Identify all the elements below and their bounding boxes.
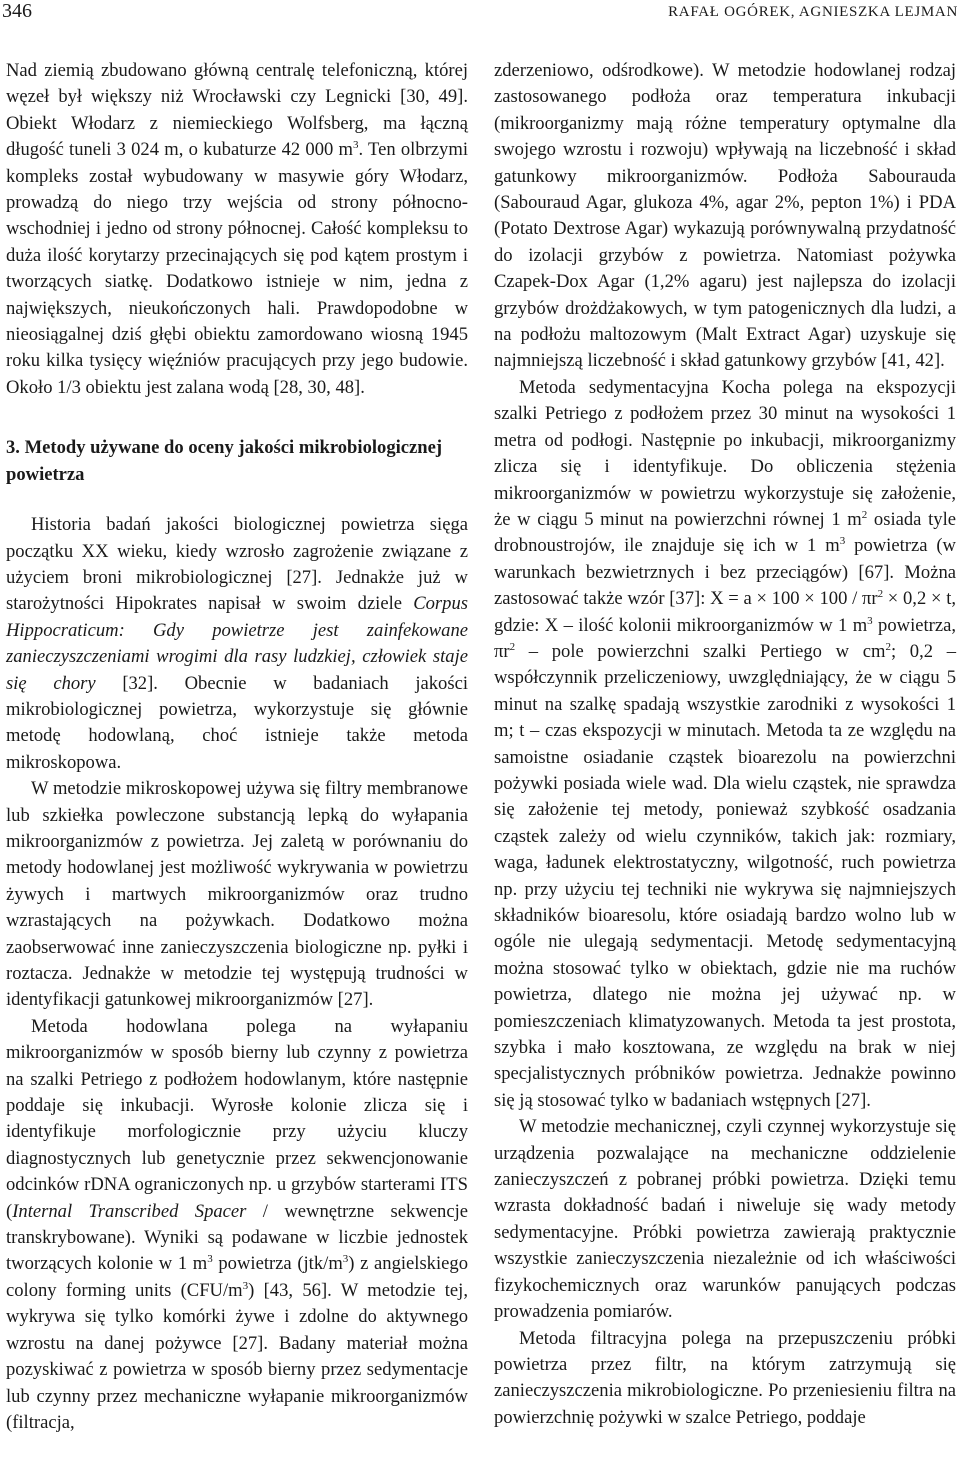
paragraph: W metodzie mechanicznej, czyli czynnej wykorzystuje się urządzenia pozwalające na mechaniczne oddzielenie zanieczyszczeń z pobranej próbki powietrza. Dzięki temu wzrasta dokładność badań i niweluje się wady metody sedymentacyjne. Próbki powietrza zawierają praktycznie wszystkie zanieczyszczenia niezależnie od ich właściwości fizykochemicznych oraz warunków panujących podczas prowadzenia pomiarów. [494, 1116, 956, 1323]
left-column [6, 58, 468, 1436]
paragraph: zderzeniowo, odśrodkowe). W metodzie hodowlanej rodzaj zastosowanego podłoża oraz temperatura inkubacji (mikroorganizmy mają różne temperatury optymalne dla swojego wzrostu i rozwoju) wpływają na liczebność i skład gatunkowy mikroorganizmów. Podłoża Sabourauda (Sabouraud Agar, glukoza 4%, agar 2%, pepton 1%) i PDA (Potato Dextrose Agar) wykazują porównywalną przydatność do izolacji grzybów z powietrza. Natomiast pożywka Czapek-Dox Agar (1,2% agaru) jest najlepsza do izolacji grzybów drożdżakowych, w tym patogenicznych dla ludzi, a na podłożu maltozowym (Malt Extract Agar) uzyskuje się najmniejszą liczebność i skład gatunkowy grzybów [41, 42]. [494, 60, 956, 372]
page-number: 346 [2, 0, 32, 22]
paragraph: Metoda filtracyjna polega na przepuszczeniu próbki powietrza przez filtr, na którym zatrzymują się zanieczyszczenia mikrobiologiczne. Po przeniesieniu filtra na powierzchnię pożywki w szalce Petriego, poddaje [494, 1327, 956, 1428]
paragraph: Nad ziemią zbudowano główną centralę telefoniczną, której węzeł był większy niż Wrocławski czy Legnicki [30, 49]. Obiekt Włodarz z niemieckiego Wolfsberg, ma łączną długość tuneli 3 024 m, o kubaturze 42 000 $m^3$. Ten olbrzymi kompleks został wybudowany w masywie góry Włodarz, prowadzą do niego trzy wejścia od strony północno-wschodniej i jedno od strony północnej. Całość kompleksu to duża ilość korytarzy przecinających się pod kątem prostym i tworzących siatkę. Dodatkowo istnieje w nim, jedna z największych, nieukończonych hali. Prawdopodobne w nieosiągalnej dziś głębi obiektu zamordowano wiosną 1945 roku kilka tysięcy więźniów pracujących przy jego budowie. Około 1/3 obiektu jest zalana wodą [28, 30, 48]. [6, 60, 468, 398]
page-header [0, 0, 960, 30]
paragraph: W metodzie mikroskopowej używa się filtry membranowe lub szkiełka powleczone substancją lepką do wyłapania mikroorganizmów z powietrza. Jej zaletą w porównaniu do metody hodowlanej jest możliwość wykrywania w powietrzu żywych i martwych mikroorganizmów oraz trudno wzrastających na pożywkach. Dodatkowo można zaobserwować inne zanieczyszczenia biologiczne np. pyłki i roztacza. Jednakże w metodzie tej występują trudności w identyfikacji gatunkowej mikroorganizmów [27]. [6, 778, 468, 1011]
paragraph: Metoda hodowlana polega na wyłapaniu mikroorganizmów w sposób bierny lub czynny z powietrza na szalki Petriego z podłożem hodowlanym, które następnie poddaje się inkubacji. Wyrosłe kolonie zlicza się i identyfikuje morfologicznie przy użyciu kluczy diagnostycznych lub genetycznie przez sekwencjonowanie odcinków rDNA ograniczonych np. u grzybów starterami ITS (Internal Transcribed Spacer / wewnętrzne sekwencje transkrybowane). Wyniki są podawane w liczbie jednostek tworzących kolonie w 1 $m^3$ powietrza $(jtk/m^3)$ z angielskiego colony forming units $(CFU/m^3)$ [43, 56]. W metodzie tej, wykrywa się tylko komórki żywe i zdolne do aktywnego wzrostu na danej pożywce [27]. Badany materiał można pozyskiwać z powietrza w sposób bierny przez sedymentacje lub czynny przez mechaniczne wyłapanie mikroorganizmów (filtracja, [6, 1015, 468, 1433]
running-head: RAFAŁ OGÓREK, AGNIESZKA LEJMAN [668, 4, 958, 20]
paragraph: Metoda sedymentacyjna Kocha polega na ekspozycji szalki Petriego z podłożem przez 30 minut na wysokości 1 metra od podłogi. Następnie po inkubacji, mikroorganizmy zlicza się i identyfikuje. Do obliczenia stężenia mikroorganizmów w powietrzu wykorzystuje się założenie, że w ciągu 5 minut na powierzchni równej 1 $m^2$ osiada tyle drobnoustrojów, ile znajduje się ich w 1 $m^3$ powietrza (w warunkach bezwietrznych i bez przeciągów) [67]. Można zastosować także wzór [37]: $X = a \times 100 \times 100 / \pi r^2 \times 0,2 \times t$, gdzie: X – ilość kolonii mikroorganizmów w 1 $m^3$ powietrza, $\pi r^2$ – pole powierzchni szalki Pertiego w $cm^2$; 0,2 – współczynnik przeliczeniowy, uwzględniający, że w ciągu 5 minut na szalkę spadają wszystkie zarodniki z wysokości 1 m; t – czas ekspozycji w minutach. Metoda ta ze względu na samoistne osiadanie cząstek bioarezolu na powierzchni pożywki posiada wiele wad. Dla wielu cząstek, nie sprawdza się założenie tej metody, ponieważ szybkość osadzania cząstek zależy od wielu czynników, takich jak: rozmiary, waga, ładunek elektrostatyczny, wilgotność, ruch powietrza np. przy użyciu tej techniki nie wykrywa się najmniejszych składników bioaresolu, które osiadają bardzo wolno lub w ogóle nie ulegają sedymentacji. Metodę sedymentacyjną można stosować tylko w obiektach, gdzie nie ma ruchów powietrza, dlatego nie można jej używać np. w pomieszczeniach klimatyzowanych. Metoda ta jest prostota, szybka i mało kosztowana, ze względu na brak w niej specjalistycznych próbników powietrza. Jednakże powinno się ją stosować tylko w badaniach wstępnych [27]. [494, 376, 957, 1111]
paragraph: Historia badań jakości biologicznej powietrza sięga początku XX wieku, kiedy wzrosło zagrożenie związane z użyciem broni mikrobiologicznej [27]. Jednakże już w starożytności Hipokrates napisał w swoim dziele Corpus Hippocraticum: Gdy powietrze jest zainfekowane zanieczyszczeniami wrogimi dla rasy ludzkiej, człowiek staje się chory [32]. Obecnie w badaniach jakości mikrobiologicznej powietrza, wykorzystuje się głównie metodę hodowlaną, choć istnieje także metoda mikroskopowa. [6, 514, 468, 773]
section-title: Metody używane do oceny jakości mikrobiologicznej powietrza [6, 437, 443, 485]
right-column [494, 58, 956, 1431]
section-number: 3. [6, 437, 20, 459]
section-heading [6, 435, 468, 488]
